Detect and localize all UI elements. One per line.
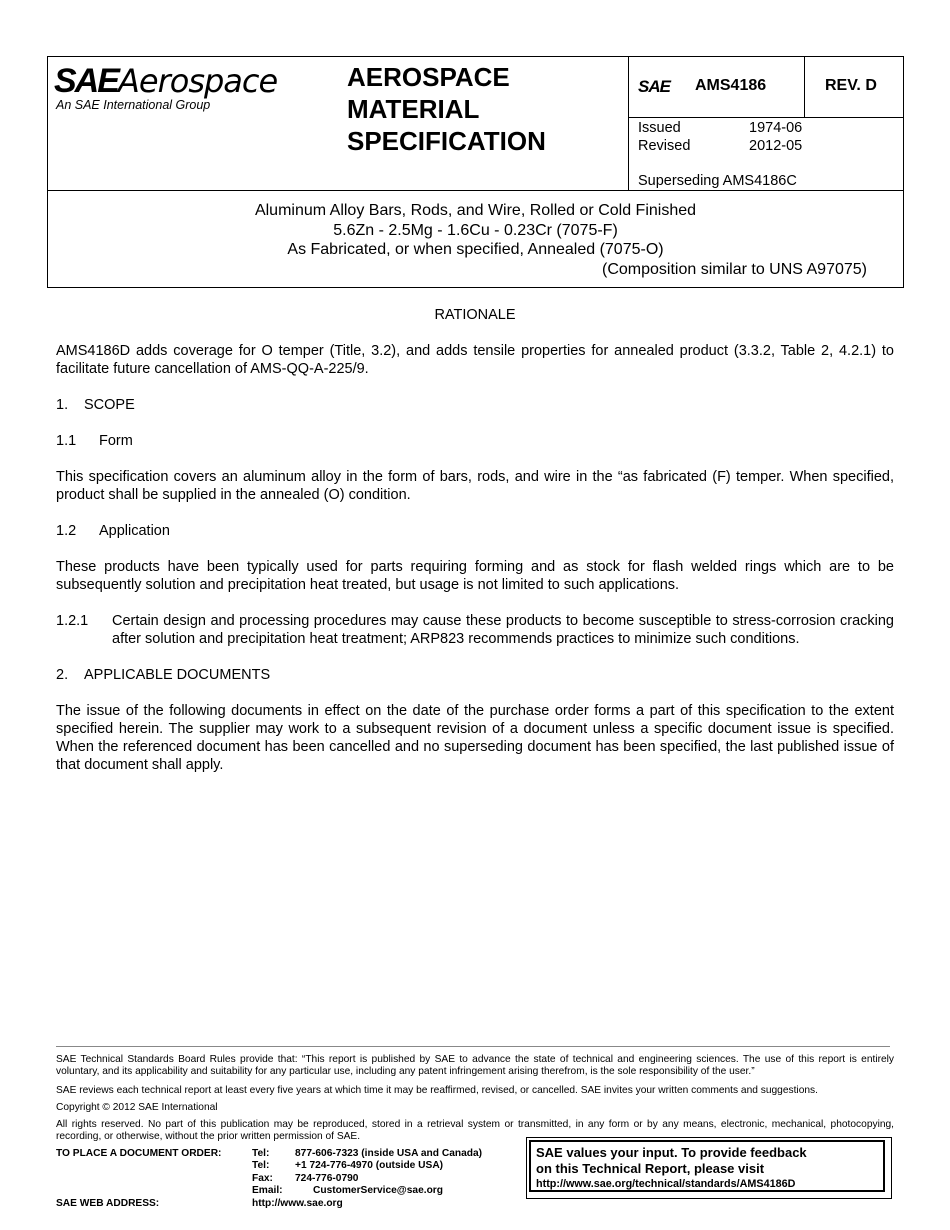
section-1-2-heading [56, 522, 894, 540]
section-2-text: The issue of the following documents in effect on the date of the purchase order forms a part of this specification to the extent specified herein. The supplier may work to a subsequent revision of a document unless a specific document issue is specified. When the referenced document has been cancelled and no superseding document has been specified, the last published issue of that document shall apply. [56, 703, 894, 773]
section-1-heading [56, 396, 894, 414]
issue-dates [638, 119, 802, 155]
feedback-line-1: SAE values your input. To provide feedback [536, 1145, 807, 1160]
section-1-2-1-text: Certain design and processing procedures may cause these products to become susceptible to stress-corrosion cracking after solution and precipitation heat treatment; ARP823 recommends practices to minimize such conditions. [112, 613, 894, 647]
doc-type-line-3: SPECIFICATION [347, 126, 546, 156]
feedback-url-link[interactable]: http://www.sae.org/technical/standards/AMS4186D [536, 1178, 796, 1190]
revised-label: Revised [638, 138, 691, 154]
section-1-1-heading [56, 432, 894, 450]
footer-rights-text: All rights reserved. No part of this publication may be reproduced, stored in a retrieval system or transmitted, in any form or by any means, electronic, mechanical, photocopying, recording, or otherwise, without the prior written permission of SAE. [56, 1119, 894, 1142]
revised-date: 2012-05 [749, 138, 803, 154]
issued-label: Issued [638, 120, 681, 136]
rationale-heading: RATIONALE [434, 307, 516, 323]
footer-rules-text: SAE Technical Standards Board Rules provide that: “This report is published by SAE to advance the state of technical and engineering sciences. The use of this report is entirely voluntary, and its applicability and suitability for any particular use, including any patent infringement arising therefrom, is the sole responsibility of the user.” [56, 1054, 894, 1077]
feedback-box [526, 1137, 892, 1199]
section-1-title: SCOPE [84, 397, 135, 413]
email-label: Email: [252, 1185, 283, 1197]
issued-date: 1974-06 [749, 120, 803, 136]
document-id-row [629, 57, 904, 118]
superseding-note: Superseding AMS4186C [638, 173, 797, 189]
document-body [56, 306, 894, 774]
document-header [47, 56, 904, 288]
section-1-2-1-number: 1.2.1 [56, 613, 89, 629]
web-address-link[interactable]: http://www.sae.org [252, 1198, 343, 1209]
email-value[interactable]: CustomerService@sae.org [313, 1185, 443, 1197]
section-1-2-title: Application [99, 523, 170, 539]
title-line-4: (Composition similar to UNS A97075) [602, 260, 867, 278]
tel-label: Tel: [252, 1148, 270, 1159]
logo-name: Aerospace [118, 62, 278, 100]
tel2-value: +1 724-776-4970 (outside USA) [295, 1160, 444, 1172]
fax-value: 724-776-0790 [295, 1172, 359, 1184]
revision-cell [804, 57, 905, 117]
section-1-1-title: Form [99, 433, 133, 449]
fax-label: Fax: [252, 1172, 273, 1184]
footer-copyright: Copyright © 2012 SAE International [56, 1102, 218, 1113]
logo-subtitle: An SAE International Group [56, 98, 211, 112]
document-type [347, 61, 627, 157]
section-1-2-number: 1.2 [56, 523, 77, 539]
web-address-label: SAE WEB ADDRESS: [56, 1198, 160, 1209]
order-label: TO PLACE A DOCUMENT ORDER: [56, 1148, 222, 1159]
doc-type-line-1: AEROSPACE [347, 62, 510, 92]
logo-brand: SAE [54, 62, 118, 100]
rationale-text: AMS4186D adds coverage for O temper (Title, 3.2), and adds tensile properties for annealed product (3.3.2, Table 2, 4.2.1) to facilitate future cancellation of AMS-QQ-A-225/9. [56, 343, 894, 377]
document-title [48, 201, 903, 279]
section-1-1-number: 1.1 [56, 433, 77, 449]
doc-type-line-2: MATERIAL [347, 94, 480, 124]
tel-value: 877-606-7323 (inside USA and Canada) [295, 1148, 483, 1159]
section-2-title: APPLICABLE DOCUMENTS [84, 667, 271, 683]
header-top-row [48, 57, 903, 191]
section-1-number: 1. [56, 397, 69, 413]
sae-mini-logo: SAE [638, 77, 670, 96]
sae-aerospace-logo [54, 61, 314, 121]
footer-review-text: SAE reviews each technical report at least every five years at which time it may be reaffirmed, revised, or cancelled. SAE invites your written comments and suggestions. [56, 1085, 818, 1096]
section-2-number: 2. [56, 667, 69, 683]
tel2-label: Tel: [252, 1160, 270, 1172]
feedback-line-2: on this Technical Report, please visit [536, 1161, 765, 1176]
title-line-3: As Fabricated, or when specified, Annealed (7075-O) [287, 241, 664, 258]
section-1-2-text: These products have been typically used for parts requiring forming and as stock for flash welded rings which are to be subsequently solution and precipitation heat treated, but usage is not limited to such applications. [56, 559, 894, 593]
revision-label: REV. D [825, 77, 877, 94]
title-line-1: Aluminum Alloy Bars, Rods, and Wire, Rolled or Cold Finished [254, 202, 697, 219]
section-1-2-1 [56, 612, 894, 648]
document-number: AMS4186 [695, 77, 767, 94]
section-2-heading [56, 666, 894, 684]
footer-divider [56, 1046, 890, 1047]
feedback-box-inner [529, 1140, 885, 1192]
title-line-2: 5.6Zn - 2.5Mg - 1.6Cu - 0.23Cr (7075-F) [333, 221, 618, 239]
document-id-box [628, 57, 904, 190]
order-contact-values [295, 1148, 525, 1198]
section-1-1-text: This specification covers an aluminum alloy in the form of bars, rods, and wire in the “as fabricated (F) temper. When specified, product shall be supplied in the annealed (O) condition. [56, 469, 894, 503]
